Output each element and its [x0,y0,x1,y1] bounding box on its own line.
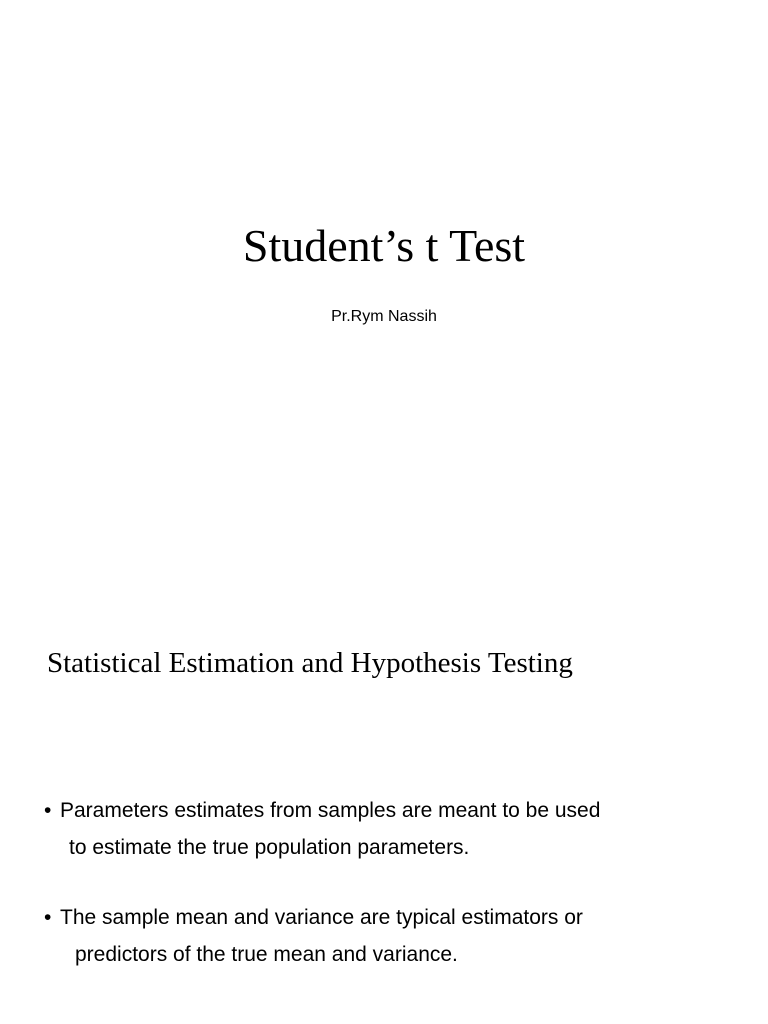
bullet-dot: • [44,799,52,822]
bullet-continuation: predictors of the true mean and variance. [75,943,458,966]
bullet-item [44,899,744,973]
bullet-text: Parameters estimates from samples are meant to be used [60,799,601,822]
author-name: Pr.Rym Nassih [331,308,437,325]
content-slide [0,512,768,1024]
bullet-dot: • [44,906,52,929]
slide-heading: Statistical Estimation and Hypothesis Testing [47,647,573,679]
bullet-item [44,792,744,866]
slide-title: Student’s t Test [242,220,526,271]
bullet-continuation: to estimate the true population parameters. [69,836,470,859]
bullet-line [44,899,744,936]
bullet-line [44,792,744,829]
bullet-text: The sample mean and variance are typical estimators or [60,906,583,929]
bullet-list [44,792,744,1006]
